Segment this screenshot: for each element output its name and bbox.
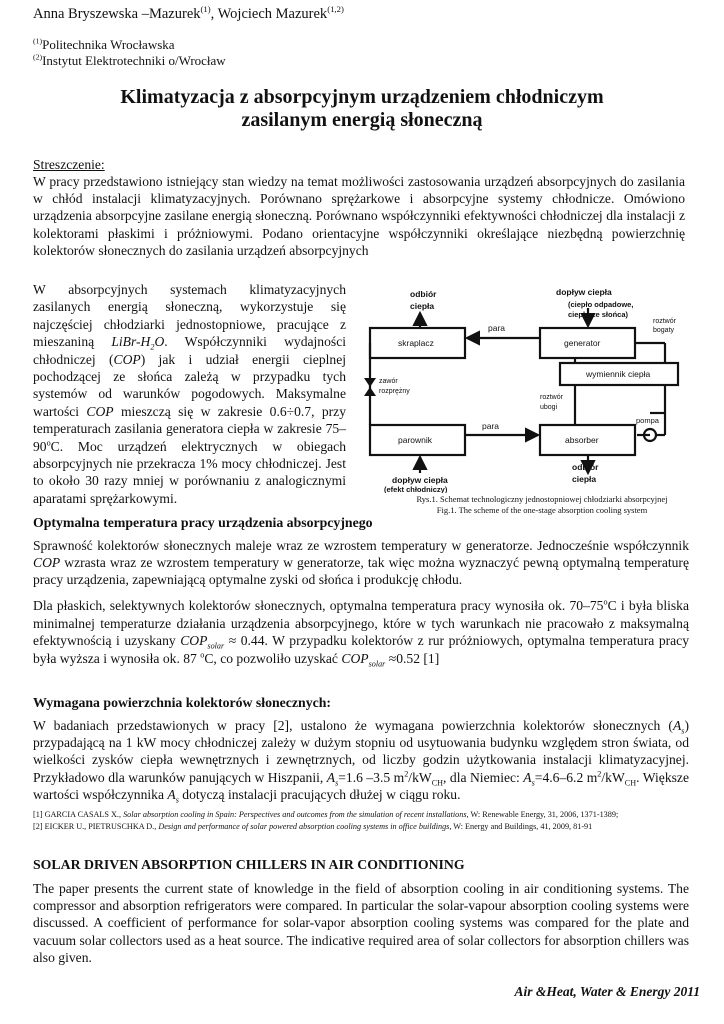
- label-generator: generator: [564, 338, 601, 348]
- label-para-top: para: [488, 323, 506, 333]
- label-zawor-1: zawór: [379, 378, 398, 385]
- label-odbior-bottom: odbiór: [572, 462, 599, 472]
- footer-journal: Air &Heat, Water & Energy 2011: [514, 984, 700, 999]
- label-wymiennik: wymiennik ciepła: [586, 369, 651, 379]
- abstract-label: Streszczenie:: [33, 157, 105, 172]
- references: [33, 809, 693, 833]
- authors: Anna Bryszewska –Mazurek$^{(1)}$, Wojciech Mazurek$^{(1,2)}$: [33, 4, 344, 22]
- english-abstract: The paper presents the current state of knowledge in the field of absorption cooling in air conditioning systems. The compressor and absorption refrigerators were compared. In particular the solar-vapour absorption cooling systems were discussed. A coefficient of performance for solar-vapor absorption cooling systems was compared for the plate and vacuum solar collectors used as a heat source. The indicative required area of solar collectors for absorption chillers was also given.: [33, 881, 689, 965]
- section2-paragraph: W badaniach przedstawionych w pracy [2], ustalono że wymagana powierzchnia kolektorów słonecznych $(A_s)$ przypadającą na 1 kW mocy chłodniczej zależy w dużym stopniu od usytuowania budynku względem stron świata, od wielkości zysków ciepła wewnętrznych i zewnętrznych, od liczby godzin użytkowania instalacji klimatyzacyjnej. Przykładowo dla warunków panujących w Hiszpanii, $A_s=1.6$ –3.5 $m^2/kW_{CH}$, dla Niemiec: $A_s=4.6-6.2$ $m^2/kW_{CH}$. Większe wartości współczynnika $A_s$ dotyczą instalacji pracujących dłużej w ciągu roku.: [33, 718, 689, 805]
- label-rozt-ubogi-1: roztwór: [540, 394, 563, 401]
- label-doplyw-bottom-2: (efekt chłodniczy): [384, 485, 448, 493]
- label-rozt-bogaty-1: roztwór: [653, 318, 676, 325]
- label-doplyw-bottom: dopływ ciepła: [392, 475, 448, 485]
- label-rozt-bogaty-2: bogaty: [653, 327, 675, 334]
- reference-1: [1] GARCIA CASALS X., Solar absorption cooling in Spain: Perspectives and outcomes from the simulation of recent installations, W: Renewable Energy, 31, 2006, 1371-1389;: [33, 810, 619, 819]
- expansion-valve-symbol: [364, 378, 376, 396]
- label-parownik: parownik: [398, 435, 433, 445]
- label-rozt-ubogi-2: ubogi: [540, 404, 558, 411]
- section1-heading: Optymalna temperatura pracy urządzenia absorpcyjnego: [33, 515, 373, 530]
- label-doplyw-top-3: ciepło ze słońca): [568, 310, 629, 319]
- intro-paragraph: W absorpcyjnych systemach klimatyzacyjnych zasilanych energią słoneczną, wykorzystuje się najczęściej chłodziarki jednostopniowe, pracujące z mieszaniną LiBr-$H_2O$. Współczynniki wydajności chłodniczej (COP) jak i udział energii cieplnej pochodzącej ze słońca zależą w przypadku tych systemów od warunków pogodowych. Maksymalne wartości COP mieszczą się w zakresie 0.6÷0.7, przy temperaturach zasilania generatora ciepła w zakresie 75–90$^o$C. Moc urządzeń elektrycznych w obiegach absorpcyjnych nie przekracza 1% mocy chłodniczej. Jest to około 30 razy mniej w porównaniu z analogicznymi aparatami sprężarkowymi.: [33, 282, 347, 506]
- label-odbior-top: odbiór: [410, 289, 437, 299]
- figure-caption: Rys.1. Schemat technologiczny jednostopniowej chłodziarki absorpcyjnej Fig.1. The scheme of the one-stage absorption cooling system: [416, 494, 668, 515]
- section2-heading: Wymagana powierzchnia kolektorów słonecznych:: [33, 695, 332, 710]
- paper-title: Klimatyzacja z absorpcyjnym urządzeniem chłodniczym zasilanym energią słoneczną: [120, 86, 604, 131]
- english-heading: SOLAR DRIVEN ABSORPTION CHILLERS IN AIR CONDITIONING: [33, 857, 465, 872]
- label-pompa: pompa: [636, 416, 659, 425]
- absorption-chiller-diagram: [360, 283, 690, 493]
- label-skraplacz: skraplacz: [398, 338, 434, 348]
- abstract-text: W pracy przedstawiono istniejący stan wiedzy na temat możliwości zastosowania urządzeń absorpcyjnych do zasilania w chłód instalacji klimatyzacyjnych. Porównano sprężarkowe i absorpcyjne systemy chłodnicze. Omówiono urządzenia absorpcyjne zasilane energią słoneczną. Porównano współczynniki efektywności chłodniczej dla instalacji z kolektorami płaskimi i próżniowymi. Podano orientacyjne współczynniki określające niezbędną powierzchnię kolektorów słonecznych do zasilania urządzeń absorpcyjnych: [33, 174, 685, 258]
- affiliation-2: $^{(2)}$Instytut Elektrotechniki o/Wrocław: [33, 52, 226, 68]
- reference-2: [2] EICKER U., PIETRUSCHKA D., Design and performance of solar powered absorption cooling systems in office buildings, W: Energy and Buildings, 41, 2009, 81-91: [33, 822, 593, 831]
- label-para-bottom: para: [482, 421, 500, 431]
- affiliation-1: $^{(1)}$Politechnika Wrocławska: [33, 36, 175, 52]
- label-absorber: absorber: [565, 435, 599, 445]
- label-doplyw-top-2: (ciepło odpadowe,: [568, 300, 634, 309]
- label-ciepla-top: ciepła: [410, 301, 435, 311]
- label-zawor-2: rozprężny: [379, 388, 410, 395]
- section1-paragraph2: Dla płaskich, selektywnych kolektorów słonecznych, optymalna temperatura pracy wynosiła ok. 70–75$^o$C i była bliska minimalnej temperaturze działania urządzenia absorpcyjnego, które w tych warunkach nie pracowało z maksymalną efektywnością i uzyskany $COP_{solar} \approx 0.44$. W przypadku kolektorów z rur próżniowych, optymalna temperatura pracy była wyższa i wynosiła ok. 87 $^o$C, co pozwoliło uzyskać $COP_{solar} \approx 0.52$ [1]: [33, 597, 690, 669]
- section1-paragraph1: Sprawność kolektorów słonecznych maleje wraz ze wzrostem temperatury w generatorze. Jednocześnie współczynnik COP wzrasta wraz ze wzrostem temperatury w generatorze, tak więc można wyznaczyć pewną optymalną temperaturę pracy urządzenia, zapewniającą optymalne zyski od słońca i produkcję chłodu.: [33, 538, 689, 588]
- label-doplyw-top: dopływ ciepła: [556, 287, 612, 297]
- label-ciepla-bottom: ciepła: [572, 474, 597, 484]
